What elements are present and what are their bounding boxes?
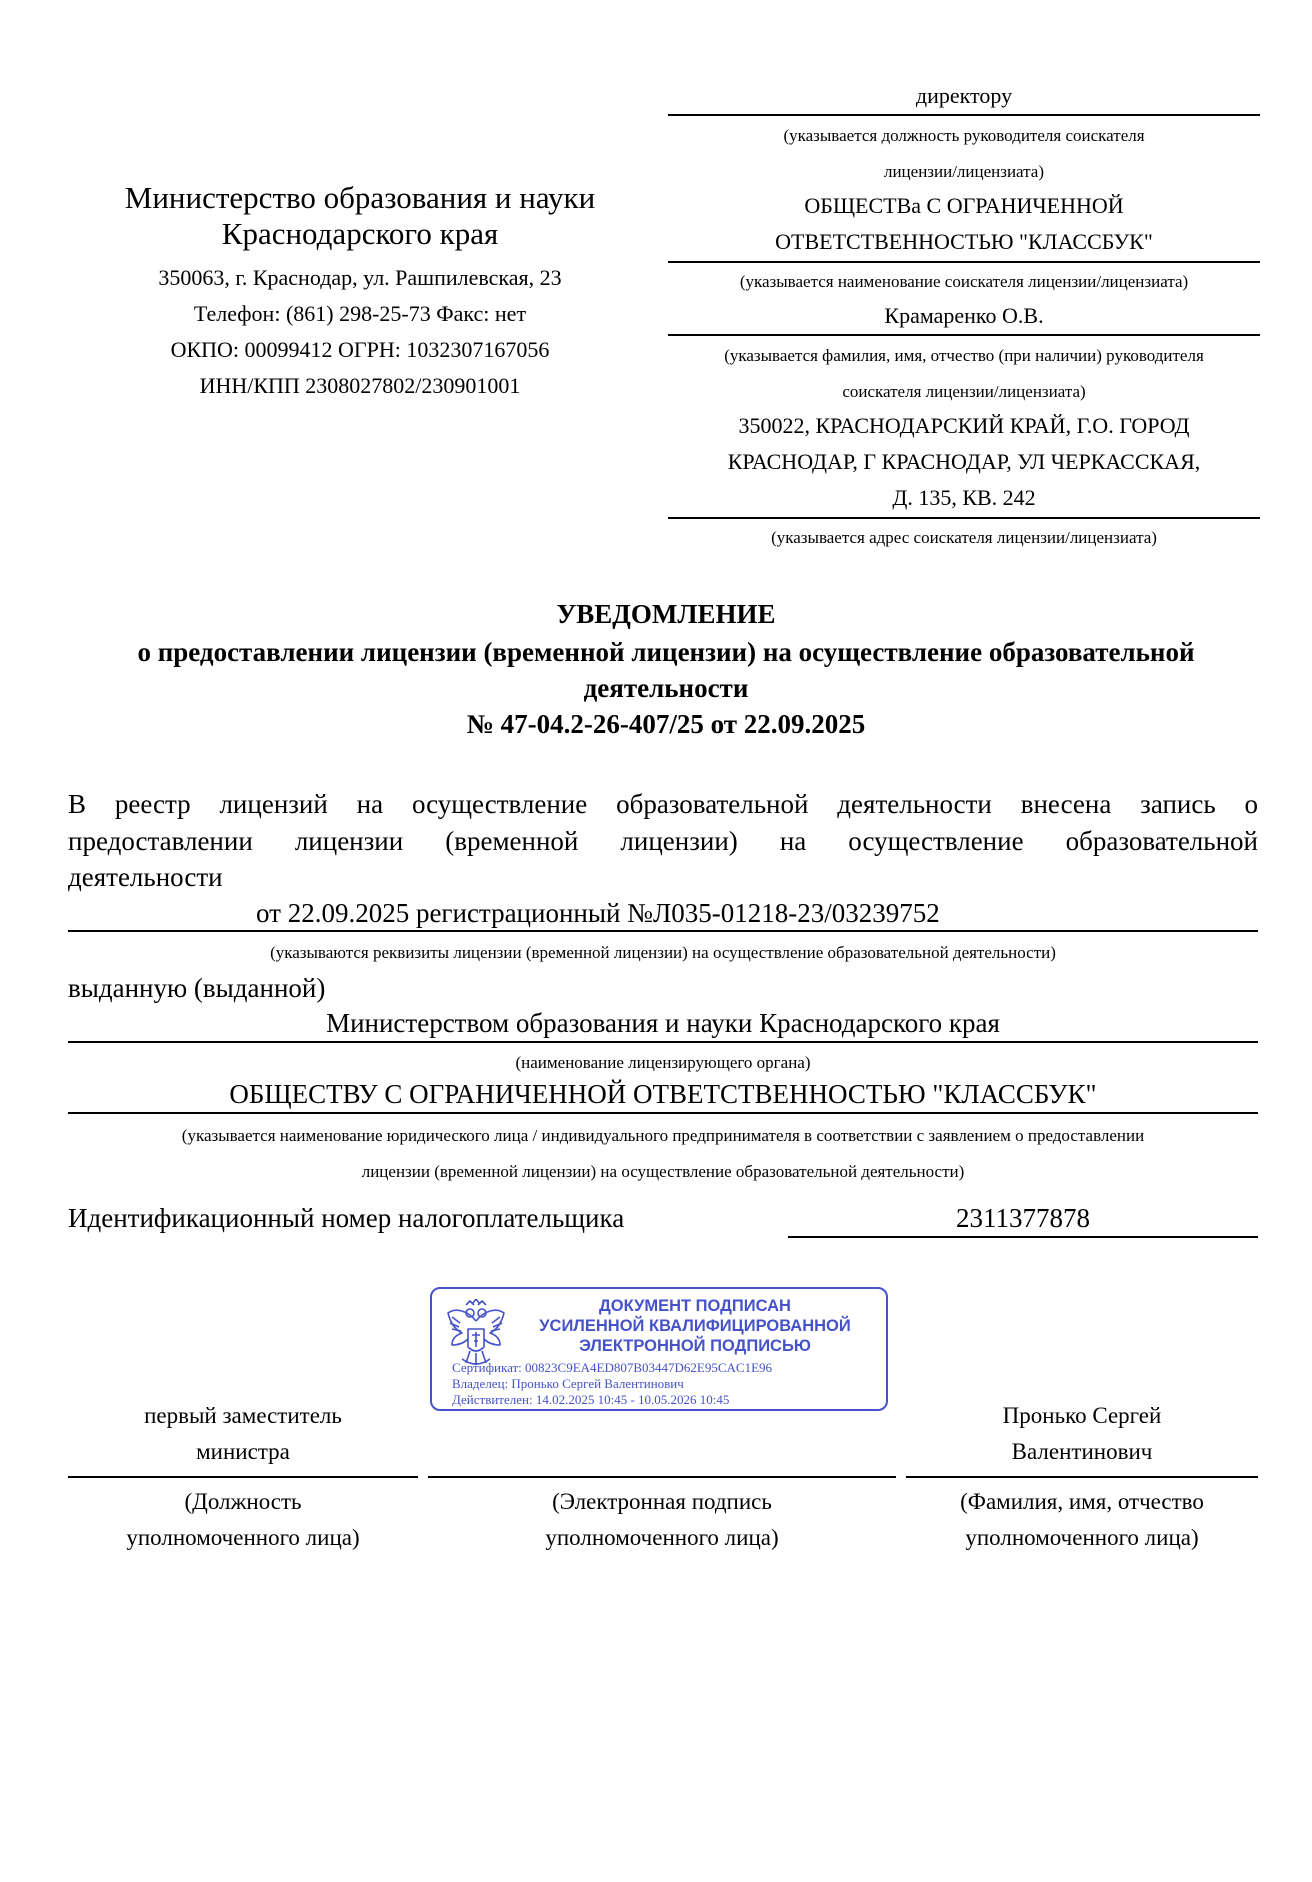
ministry-okpo-ogrn: ОКПО: 00099412 ОГРН: 1032307167056 — [170, 337, 550, 362]
issued-label: выданную (выданной) — [68, 973, 326, 1003]
recipient-address-line2: КРАСНОДАР, Г КРАСНОДАР, УЛ ЧЕРКАССКАЯ, — [727, 449, 1201, 474]
license-details: от 22.09.2025 регистрационный №Л035-01218-23/03239752 — [256, 898, 940, 928]
inn-rule — [788, 1236, 1258, 1238]
recipient-head-rule — [668, 334, 1260, 336]
licensee-hint-line2: лицензии (временной лицензии) на осуществление образовательной деятельности) — [361, 1162, 965, 1181]
recipient-head-hint-line2: соискателя лицензии/лицензиата) — [842, 382, 1086, 401]
notice-subject-line2: деятельности — [583, 673, 749, 703]
signer-name-line1: Пронько Сергей — [1002, 1403, 1162, 1428]
ministry-title-line1: Министерство образования и науки — [124, 180, 596, 215]
recipient-address-line1: 350022, КРАСНОДАРСКИЙ КРАЙ, Г.О. ГОРОД — [738, 413, 1190, 438]
recipient-head-name: Крамаренко О.В. — [884, 303, 1044, 328]
recipient-address-rule — [668, 517, 1260, 519]
body-paragraph-line3: деятельности — [68, 862, 223, 892]
inn-label: Идентификационный номер налогоплательщика — [68, 1203, 625, 1233]
body-paragraph-line1: В реестр лицензий на осуществление образовательной деятельности внесена запись о — [68, 789, 1258, 819]
position-signature-rule — [68, 1476, 418, 1478]
caption-position-line1: (Должность — [184, 1489, 302, 1514]
stamp-certificate: Сертификат: 00823C9EA4ED807B03447D62E95CAC1E96 — [452, 1360, 773, 1375]
recipient-address-hint: (указывается адрес соискателя лицензии/лицензиата) — [771, 528, 1157, 547]
caption-position-line2: уполномоченного лица) — [126, 1525, 360, 1550]
stamp-validity: Действителен: 14.02.2025 10:45 - 10.05.2026 10:45 — [452, 1392, 730, 1407]
stamp-line3: ЭЛЕКТРОННОЙ ПОДПИСЬЮ — [579, 1337, 811, 1355]
issuer-hint: (наименование лицензирующего органа) — [515, 1053, 811, 1072]
issuer-rule — [68, 1041, 1258, 1043]
recipient-org-rule — [668, 261, 1260, 263]
electronic-signature-stamp — [430, 1287, 888, 1411]
recipient-position: директору — [915, 83, 1013, 108]
stamp-line2: УСИЛЕННОЙ КВАЛИФИЦИРОВАННОЙ — [539, 1317, 851, 1335]
notice-subject-line1: о предоставлении лицензии (временной лицензии) на осуществление образовательной — [137, 637, 1195, 667]
license-details-hint: (указываются реквизиты лицензии (временной лицензии) на осуществление образовательной деятельности) — [270, 943, 1056, 962]
recipient-org-hint: (указывается наименование соискателя лицензии/лицензиата) — [739, 272, 1189, 291]
recipient-position-rule — [668, 114, 1260, 116]
caption-name-line1: (Фамилия, имя, отчество — [960, 1489, 1204, 1514]
recipient-head-hint-line1: (указывается фамилия, имя, отчество (при наличии) руководителя — [724, 346, 1204, 365]
caption-name-line2: уполномоченного лица) — [965, 1525, 1199, 1550]
signer-position-line1: первый заместитель — [144, 1403, 342, 1428]
signer-name-line2: Валентинович — [1011, 1439, 1153, 1464]
recipient-position-hint-line2: лицензии/лицензиата) — [883, 162, 1045, 181]
recipient-org-line2: ОТВЕТСТВЕННОСТЬЮ "КЛАССБУК" — [775, 229, 1153, 254]
licensee-hint-line1: (указывается наименование юридического лица / индивидуального предпринимателя в соответствии с заявлением о предоставлении — [181, 1126, 1145, 1145]
license-details-rule — [68, 930, 1258, 932]
name-signature-rule — [906, 1476, 1258, 1478]
ministry-address: 350063, г. Краснодар, ул. Рашпилевская, 23 — [158, 265, 562, 290]
body-paragraph-line2: предоставлении лицензии (временной лицензии) на осуществление образовательной — [68, 826, 1258, 856]
licensee-name: ОБЩЕСТВУ С ОГРАНИЧЕННОЙ ОТВЕТСТВЕННОСТЬЮ "КЛАССБУК" — [229, 1079, 1097, 1109]
ministry-phone: Телефон: (861) 298-25-73 Факс: нет — [193, 301, 527, 326]
notice-heading: УВЕДОМЛЕНИЕ — [556, 599, 776, 629]
licensee-rule — [68, 1112, 1258, 1114]
inn-value: 2311377878 — [956, 1203, 1090, 1233]
recipient-org-line1: ОБЩЕСТВа С ОГРАНИЧЕННОЙ — [804, 193, 1124, 218]
recipient-address-line3: Д. 135, КВ. 242 — [892, 485, 1036, 510]
signer-position-line2: министра — [196, 1439, 290, 1464]
notice-number: № 47-04.2-26-407/25 от 22.09.2025 — [466, 709, 866, 739]
coat-of-arms-icon — [444, 1299, 508, 1369]
ministry-inn-kpp: ИНН/КПП 2308027802/230901001 — [199, 373, 521, 398]
ministry-title-line2: Краснодарского края — [221, 216, 499, 251]
electronic-signature-rule — [428, 1476, 896, 1478]
caption-signature-line1: (Электронная подпись — [552, 1489, 772, 1514]
stamp-owner: Владелец: Пронько Сергей Валентинович — [452, 1376, 684, 1391]
recipient-position-hint-line1: (указывается должность руководителя соискателя — [783, 126, 1145, 145]
issuer-name: Министерством образования и науки Краснодарского края — [326, 1008, 1000, 1038]
caption-signature-line2: уполномоченного лица) — [545, 1525, 779, 1550]
stamp-line1: ДОКУМЕНТ ПОДПИСАН — [599, 1297, 791, 1315]
